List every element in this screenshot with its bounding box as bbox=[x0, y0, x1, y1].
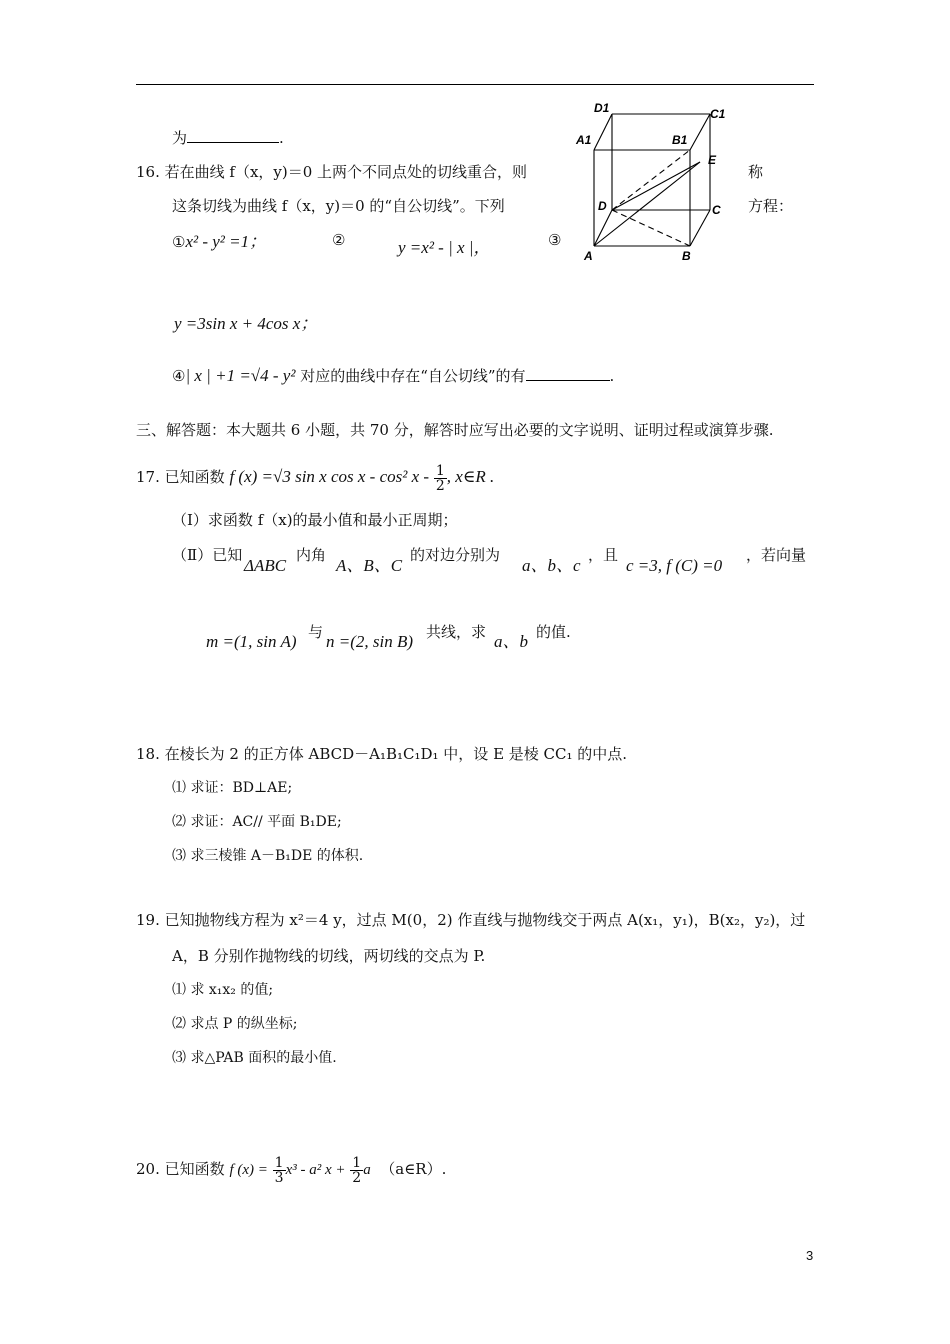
q17-part2-sides: a、b、c bbox=[522, 556, 581, 575]
q17-stem: 17. 已知函数 f (x) =√3 sin x cos x - cos² x - $\frac{1}{2}$ , x∈R . bbox=[136, 462, 495, 494]
q17-part1: （Ⅰ）求函数 f（x)的最小值和最小正周期； bbox=[172, 511, 458, 529]
q18-part2: ⑵ 求证：AC// 平面 B₁DE; bbox=[172, 814, 342, 830]
q17-part2-angles: A、B、C bbox=[336, 556, 403, 575]
q17-part2-c: 的对边分别为 bbox=[410, 546, 501, 564]
cube-label-d: D bbox=[598, 199, 607, 213]
q16-line2: 这条切线为曲线 f（x，y)＝0 的“自公切线”。下列 bbox=[172, 197, 505, 215]
cube-label-b: B bbox=[682, 249, 691, 263]
q19-part1: ⑴ 求 x₁x₂ 的值; bbox=[172, 982, 274, 998]
cube-label-c1: C1 bbox=[710, 107, 726, 121]
q17-vector-tail: 共线，求 bbox=[426, 623, 487, 641]
cube-label-a: A bbox=[584, 249, 593, 263]
header-rule bbox=[136, 84, 814, 85]
cube-label-a1: A1 bbox=[576, 133, 592, 147]
q18-part3: ⑶ 求三棱锥 A－B₁DE 的体积. bbox=[172, 848, 364, 864]
q16-line2-right: 方程： bbox=[748, 197, 794, 215]
q19-part2: ⑵ 求点 P 的纵坐标; bbox=[172, 1016, 298, 1032]
cube-label-e: E bbox=[708, 153, 717, 167]
q18-part1: ⑴ 求证：BD⊥AE; bbox=[172, 780, 293, 796]
q15-tail: 为 . bbox=[172, 129, 284, 147]
q17-vector-m: m =(1, sin A) bbox=[206, 632, 297, 651]
q16-option-3-expr: y =3sin x + 4cos x； bbox=[174, 314, 318, 333]
page-number: 3 bbox=[806, 1248, 814, 1263]
cube-label-c: C bbox=[712, 203, 721, 217]
q17-part2-e: ，若向量 bbox=[746, 546, 807, 564]
answer-blank bbox=[187, 128, 279, 143]
section3-heading: 三、解答题：本大题共 6 小题，共 70 分，解答时应写出必要的文字说明、证明过程或演算步骤. bbox=[136, 421, 774, 439]
q17-vector-n: n =(2, sin B) bbox=[326, 632, 414, 651]
q17-vector-and: 与 bbox=[308, 623, 324, 641]
q19-stem2: A，B 分别作抛物线的切线，两切线的交点为 P. bbox=[172, 947, 486, 965]
answer-blank bbox=[526, 366, 610, 381]
q17-part2-cond: c =3, f (C) =0 bbox=[626, 556, 723, 575]
q16-option-1: ①x² - y² =1； bbox=[172, 232, 267, 251]
q16-line1: 16. 若在曲线 f（x，y)＝0 上两个不同点处的切线重合，则 bbox=[136, 163, 528, 181]
q17-vector-ab: a、b bbox=[494, 632, 528, 651]
cube-figure bbox=[572, 100, 734, 268]
q17-vector-end: 的值. bbox=[536, 623, 571, 641]
q19-stem: 19. 已知抛物线方程为 x²＝4 y，过点 M(0，2) 作直线与抛物线交于两点 A(x₁，y₁)，B(x₂，y₂)，过 bbox=[136, 911, 806, 929]
q16-option-3-mark: ③ bbox=[548, 231, 562, 249]
q17-part2-triangle: ΔABC bbox=[244, 556, 287, 575]
fraction-one-half-2: $\frac{1}{2}$ bbox=[352, 1154, 362, 1186]
q20-stem: 20. 已知函数 f (x) = $\frac{1}{3}$ x³ - a² x + $\frac{1}{2}$ a （a∈R）. bbox=[136, 1154, 447, 1186]
fraction-one-half: $\frac{1}{2}$ bbox=[435, 462, 445, 494]
q17-part2-d: ，且 bbox=[588, 546, 619, 564]
q18-stem: 18. 在棱长为 2 的正方体 ABCD－A₁B₁C₁D₁ 中，设 E 是棱 CC₁ 的中点. bbox=[136, 745, 628, 763]
fraction-one-third: $\frac{1}{3}$ bbox=[274, 1154, 284, 1186]
q17-part2-a: （Ⅱ）已知 bbox=[172, 546, 243, 564]
cube-label-d1: D1 bbox=[594, 101, 610, 115]
q16-option-2-expr: y =x² - | x |， bbox=[398, 238, 491, 257]
q16-option-4: ④| x | +1 =√4 - y² 对应的曲线中存在“自公切线”的有 . bbox=[172, 366, 615, 385]
q16-line1-right: 称 bbox=[748, 163, 764, 181]
q19-part3: ⑶ 求△PAB 面积的最小值. bbox=[172, 1050, 337, 1066]
q16-option-2-mark: ② bbox=[332, 231, 346, 249]
q17-part2-b: 内角 bbox=[296, 546, 327, 564]
cube-label-b1: B1 bbox=[672, 133, 688, 147]
